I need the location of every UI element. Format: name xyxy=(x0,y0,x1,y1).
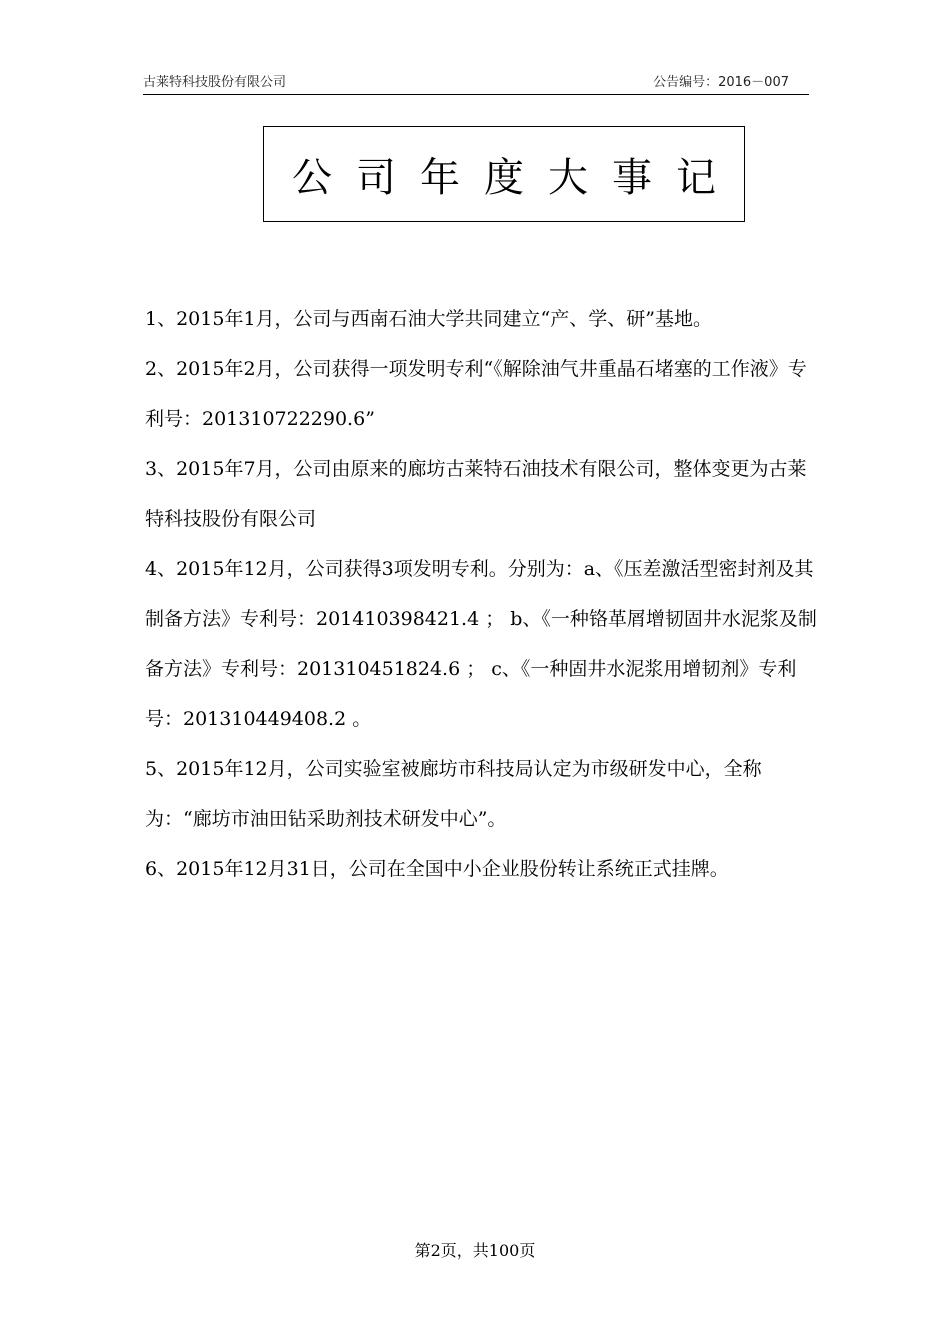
company-name: 古莱特科技股份有限公司 xyxy=(143,75,287,90)
event-item-5: 5、2015年12月，公司实验室被廊坊市科技局认定为市级研发中心，全称为：“廊坊市油田钻采助剂技术研发中心”。 xyxy=(145,758,762,830)
event-item-4: 4、2015年12月，公司获得3项发明专利。分别为：a、《压差激活型密封剂及其制备方法》专利号：201410398421.4 ； b、《一种铬革屑增韧固井水泥浆及制备方法》专利号：201310451824.6 ； c、《一种固井水泥浆用增韧剂》专利号：201310449408.2 。 xyxy=(145,558,817,730)
event-item-2: 2、2015年2月，公司获得一项发明专利“《解除油气井重晶石堵塞的工作液》专利号：201310722290.6” xyxy=(145,358,807,430)
event-item-3: 3、2015年7月，公司由原来的廊坊古莱特石油技术有限公司，整体变更为古莱特科技股份有限公司 xyxy=(145,458,807,530)
page-title: 公司年度大事记 xyxy=(292,154,740,201)
page-header xyxy=(143,66,809,95)
page-number: 第2页，共100页 xyxy=(414,1241,536,1260)
event-list xyxy=(145,294,817,894)
title-box xyxy=(263,126,745,222)
announcement-number: 公告编号：2016－007 xyxy=(653,75,789,90)
event-item-6: 6、2015年12月31日，公司在全国中小企业股份转让系统正式挂牌。 xyxy=(145,858,729,880)
event-item-1: 1、2015年1月，公司与西南石油大学共同建立“产、学、研”基地。 xyxy=(145,308,712,330)
